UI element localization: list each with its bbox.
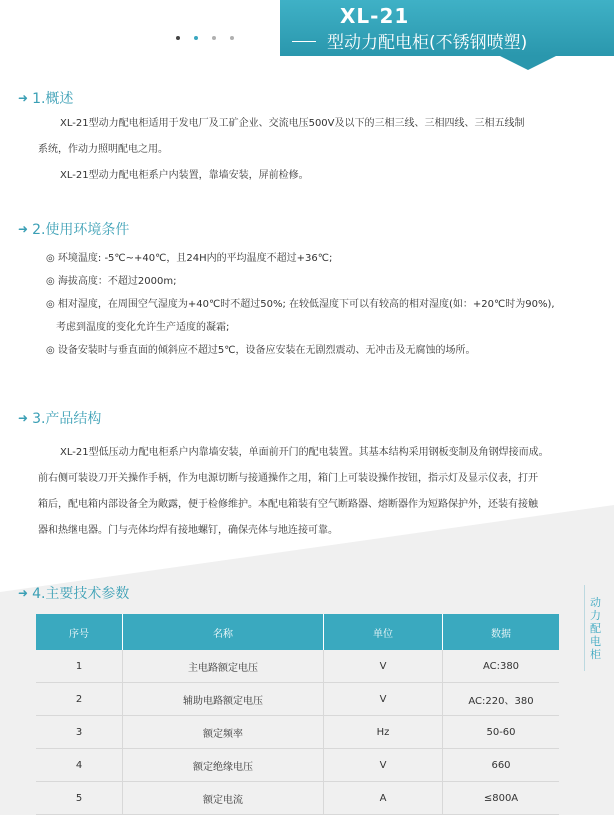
table-cell: 5 (36, 782, 123, 815)
section-heading-structure (18, 408, 101, 428)
table-cell: V (324, 749, 443, 782)
overview-text (38, 111, 568, 189)
column-header: 名称 (123, 614, 324, 650)
paragraph: XL-21型动力配电柜适用于发电厂及工矿企业、交流电压500V及以下的三相三线、三相四线、三相五线制 (60, 118, 525, 129)
paragraph-line: XL-21型低压动力配电柜系户内靠墙安装，单面前开门的配电装置。其基本结构采用钢板变制及角钢焊接而成。 (60, 447, 549, 458)
table-cell: 2 (36, 683, 123, 716)
section-heading-environment (18, 219, 129, 239)
table-cell: AC:380 (443, 650, 560, 683)
table-cell: 主电路额定电压 (123, 650, 324, 683)
list-item: ◎ 海拔高度：不超过2000m; (46, 276, 177, 287)
section-heading-params (18, 583, 129, 603)
paragraph-line: 器和热继电器。门与壳体均焊有接地螺钉，确保壳体与地连接可靠。 (38, 525, 338, 536)
column-header: 单位 (324, 614, 443, 650)
table-cell: 660 (443, 749, 560, 782)
table-row (36, 716, 559, 749)
structure-text (38, 440, 568, 544)
column-header: 数据 (443, 614, 560, 650)
paragraph: XL-21型动力配电柜系户内装置，靠墙安装，屏前检修。 (60, 170, 309, 181)
table-cell: 辅助电路额定电压 (123, 683, 324, 716)
table-cell: 4 (36, 749, 123, 782)
table-row (36, 650, 559, 683)
table-cell: V (324, 683, 443, 716)
product-model: XL-21 (340, 4, 410, 28)
list-item: ◎ 相对湿度，在周围空气湿度为+40℃时不超过50%; 在较低湿度下可以有较高的相对湿度(如：+20℃时为90%), (46, 299, 555, 310)
table-cell: ≤800A (443, 782, 560, 815)
table-cell: Hz (324, 716, 443, 749)
arrow-right-icon: ➜ (18, 91, 29, 105)
list-item: ◎ 环境温度: -5℃~+40℃，且24H内的平均温度不超过+36℃; (46, 253, 333, 264)
product-subtitle: 型动力配电柜(不锈钢喷塑) (327, 33, 528, 53)
carousel-dot[interactable] (230, 36, 234, 40)
column-header: 序号 (36, 614, 123, 650)
paragraph-line: 前右侧可装设刀开关操作手柄，作为电源切断与接通操作之用，箱门上可装设操作按钮，指示灯及显示仪表，打开 (38, 473, 538, 484)
table-row (36, 782, 559, 815)
table-cell: 额定电流 (123, 782, 324, 815)
arrow-right-icon: ➜ (18, 586, 29, 600)
table-cell: 1 (36, 650, 123, 683)
table-cell: AC:220、380 (443, 683, 560, 716)
section-title: 3.产品结构 (32, 411, 102, 427)
carousel-dot-active[interactable] (194, 36, 198, 40)
carousel-dot[interactable] (212, 36, 216, 40)
table-row (36, 749, 559, 782)
carousel-dot[interactable] (176, 36, 180, 40)
table-cell: 额定绝缘电压 (123, 749, 324, 782)
paragraph: 系统，作动力照明配电之用。 (38, 144, 168, 155)
spec-table (36, 614, 559, 815)
table-cell: 50-60 (443, 716, 560, 749)
section-heading-overview (18, 88, 73, 108)
title-dash (292, 41, 316, 42)
table-cell: V (324, 650, 443, 683)
table-row (36, 683, 559, 716)
side-tab-label: 动力配电柜 (590, 596, 601, 661)
table-cell: A (324, 782, 443, 815)
paragraph-line: 箱后，配电箱内部设备全为敞露，便于检修维护。本配电箱装有空气断路器、熔断器作为短路保护外，还装有接触 (38, 499, 538, 510)
arrow-right-icon: ➜ (18, 222, 29, 236)
table-cell: 3 (36, 716, 123, 749)
carousel-dots (176, 36, 234, 40)
table-header-row (36, 614, 559, 650)
arrow-right-icon: ➜ (18, 411, 29, 425)
table-cell: 额定频率 (123, 716, 324, 749)
list-item: 考虑到温度的变化允许生产适度的凝霜; (56, 322, 230, 333)
section-title: 4.主要技术参数 (32, 586, 130, 602)
title-banner-tail (500, 56, 556, 70)
section-title: 1.概述 (32, 91, 74, 107)
list-item: ◎ 设备安装时与垂直面的倾斜应不超过5℃，设备应安装在无剧烈震动、无冲击及无腐蚀的场所。 (46, 345, 476, 356)
environment-list (46, 247, 571, 362)
section-title: 2.使用环境条件 (32, 222, 130, 238)
